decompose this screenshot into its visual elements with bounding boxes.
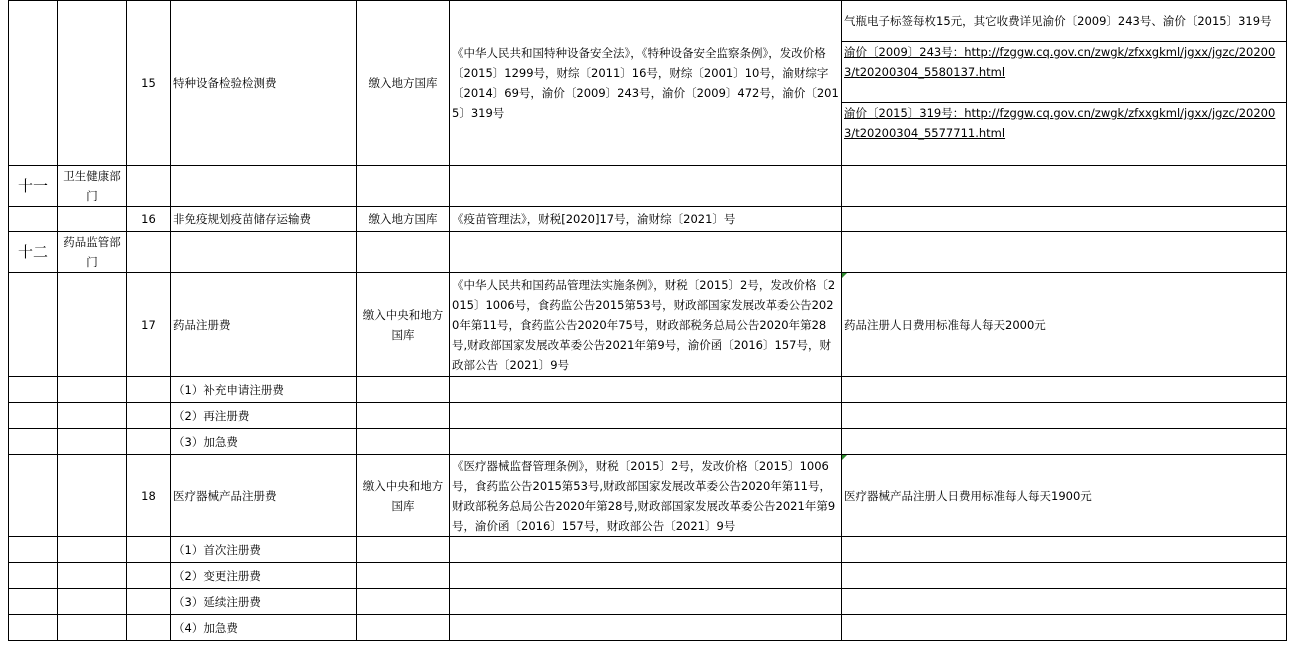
note-cell[interactable]: 药品注册人日费用标准每人每天2000元	[842, 273, 1287, 377]
table-row	[9, 403, 1287, 429]
table-row	[9, 1, 1287, 166]
basis-cell[interactable]	[450, 537, 842, 563]
dept-cell[interactable]	[58, 563, 127, 589]
seq-cell[interactable]	[9, 403, 58, 429]
dest-cell[interactable]	[357, 615, 450, 641]
dest-cell[interactable]	[357, 589, 450, 615]
dept-cell[interactable]	[58, 589, 127, 615]
note-cell[interactable]	[842, 403, 1287, 429]
seq-cell[interactable]: 十二	[9, 232, 58, 273]
name-cell[interactable]: （2）变更注册费	[171, 563, 357, 589]
name-cell[interactable]: （1）补充申请注册费	[171, 377, 357, 403]
num-cell[interactable]: 15	[127, 1, 171, 166]
dest-cell[interactable]: 缴入中央和地方国库	[357, 273, 450, 377]
basis-cell[interactable]: 《医疗器械监督管理条例》，财税〔2015〕2号，发改价格〔2015〕1006号，食药监公告2015第53号,财政部国家发展改革委公告2020年第11号，财政部税务总局公告2020年第28号,财政部国家发展改革委公告2021年第9号，渝价函〔2016〕157号，财政部公告〔2021〕9号	[450, 455, 842, 537]
num-cell[interactable]: 16	[127, 207, 171, 232]
dept-cell[interactable]	[58, 455, 127, 537]
num-cell[interactable]: 18	[127, 455, 171, 537]
name-cell[interactable]: 特种设备检验检测费	[171, 1, 357, 166]
seq-cell[interactable]	[9, 563, 58, 589]
table-row	[9, 232, 1287, 273]
seq-cell[interactable]	[9, 377, 58, 403]
table-row	[9, 563, 1287, 589]
dept-cell[interactable]	[58, 273, 127, 377]
dept-cell[interactable]	[58, 615, 127, 641]
name-cell[interactable]: 药品注册费	[171, 273, 357, 377]
basis-cell[interactable]	[450, 429, 842, 455]
basis-cell[interactable]	[450, 563, 842, 589]
dest-cell[interactable]	[357, 232, 450, 273]
note-cell[interactable]	[842, 166, 1287, 207]
basis-cell[interactable]	[450, 403, 842, 429]
table-row	[9, 537, 1287, 563]
note-link[interactable]: 渝价〔2015〕319号：http://fzggw.cq.gov.cn/zwgk/zfxxgkml/jgxx/jgzc/202003/t20200304_5577711.html	[842, 102, 1286, 163]
table-row	[9, 273, 1287, 377]
dest-cell[interactable]	[357, 563, 450, 589]
dest-cell[interactable]: 缴入地方国库	[357, 1, 450, 166]
num-cell[interactable]	[127, 563, 171, 589]
dest-cell[interactable]	[357, 429, 450, 455]
dept-cell[interactable]: 卫生健康部门	[58, 166, 127, 207]
name-cell[interactable]: （3）延续注册费	[171, 589, 357, 615]
dept-cell[interactable]	[58, 207, 127, 232]
fee-table	[8, 0, 1287, 641]
name-cell[interactable]: （1）首次注册费	[171, 537, 357, 563]
num-cell[interactable]	[127, 403, 171, 429]
dept-cell[interactable]	[58, 403, 127, 429]
name-cell[interactable]: （2）再注册费	[171, 403, 357, 429]
table-row	[9, 455, 1287, 537]
seq-cell[interactable]	[9, 615, 58, 641]
num-cell[interactable]: 17	[127, 273, 171, 377]
seq-cell[interactable]	[9, 455, 58, 537]
dest-cell[interactable]	[357, 537, 450, 563]
num-cell[interactable]	[127, 377, 171, 403]
dest-cell[interactable]	[357, 403, 450, 429]
note-cell[interactable]	[842, 563, 1287, 589]
note-link[interactable]: 渝价〔2009〕243号：http://fzggw.cq.gov.cn/zwgk/zfxxgkml/jgxx/jgzc/202003/t20200304_5580137.html	[842, 41, 1286, 102]
note-cell[interactable]	[842, 589, 1287, 615]
comment-indicator-icon[interactable]	[842, 455, 847, 460]
note-text: 气瓶电子标签每枚15元，其它收费详见渝价〔2009〕243号、渝价〔2015〕319号	[844, 14, 1272, 28]
dest-cell[interactable]	[357, 377, 450, 403]
table-row	[9, 615, 1287, 641]
num-cell[interactable]	[127, 232, 171, 273]
basis-cell[interactable]: 《中华人民共和国特种设备安全法》，《特种设备安全监察条例》，发改价格〔2015〕1299号，财综〔2011〕16号，财综〔2001〕10号，渝财综字〔2014〕69号，渝价〔2009〕243号，渝价〔2009〕472号，渝价〔2015〕319号	[450, 1, 842, 166]
table-row	[9, 377, 1287, 403]
basis-cell[interactable]	[450, 166, 842, 207]
note-cell[interactable]	[842, 377, 1287, 403]
name-cell[interactable]: 医疗器械产品注册费	[171, 455, 357, 537]
num-cell[interactable]	[127, 589, 171, 615]
table-row	[9, 589, 1287, 615]
seq-cell[interactable]	[9, 207, 58, 232]
note-cell[interactable]	[842, 207, 1287, 232]
note-cell[interactable]	[842, 1, 1287, 166]
name-cell[interactable]: 非免疫规划疫苗储存运输费	[171, 207, 357, 232]
dest-cell[interactable]	[357, 166, 450, 207]
dept-cell[interactable]: 药品监管部门	[58, 232, 127, 273]
note-cell[interactable]: 医疗器械产品注册人日费用标准每人每天1900元	[842, 455, 1287, 537]
seq-cell[interactable]	[9, 589, 58, 615]
table-row	[9, 429, 1287, 455]
num-cell[interactable]	[127, 166, 171, 207]
num-cell[interactable]	[127, 429, 171, 455]
basis-cell[interactable]	[450, 377, 842, 403]
comment-indicator-icon[interactable]	[842, 273, 847, 278]
dept-cell[interactable]	[58, 1, 127, 166]
dept-cell[interactable]	[58, 429, 127, 455]
note-cell[interactable]	[842, 537, 1287, 563]
num-cell[interactable]	[127, 615, 171, 641]
note-cell[interactable]	[842, 232, 1287, 273]
seq-cell[interactable]	[9, 429, 58, 455]
basis-cell[interactable]: 《中华人民共和国药品管理法实施条例》，财税〔2015〕2号，发改价格〔2015〕1006号，食药监公告2015第53号，财政部国家发展改革委公告2020年第11号，食药监公告2020年75号，财政部税务总局公告2020年第28号,财政部国家发展改革委公告2021年第9号，渝价函〔2016〕157号，财政部公告〔2021〕9号	[450, 273, 842, 377]
name-cell[interactable]: （3）加急费	[171, 429, 357, 455]
basis-cell[interactable]	[450, 589, 842, 615]
name-cell[interactable]	[171, 232, 357, 273]
table-row	[9, 207, 1287, 232]
dest-cell[interactable]: 缴入中央和地方国库	[357, 455, 450, 537]
basis-cell[interactable]	[450, 232, 842, 273]
note-cell[interactable]	[842, 615, 1287, 641]
table-row	[9, 166, 1287, 207]
dest-cell[interactable]: 缴入地方国库	[357, 207, 450, 232]
dept-cell[interactable]	[58, 377, 127, 403]
name-cell[interactable]: （4）加急费	[171, 615, 357, 641]
seq-cell[interactable]	[9, 537, 58, 563]
name-cell[interactable]	[171, 166, 357, 207]
seq-cell[interactable]: 十一	[9, 166, 58, 207]
dept-cell[interactable]	[58, 537, 127, 563]
seq-cell[interactable]	[9, 1, 58, 166]
basis-cell[interactable]: 《疫苗管理法》，财税[2020]17号，渝财综〔2021〕号	[450, 207, 842, 232]
num-cell[interactable]	[127, 537, 171, 563]
note-cell[interactable]	[842, 429, 1287, 455]
seq-cell[interactable]	[9, 273, 58, 377]
basis-cell[interactable]	[450, 615, 842, 641]
